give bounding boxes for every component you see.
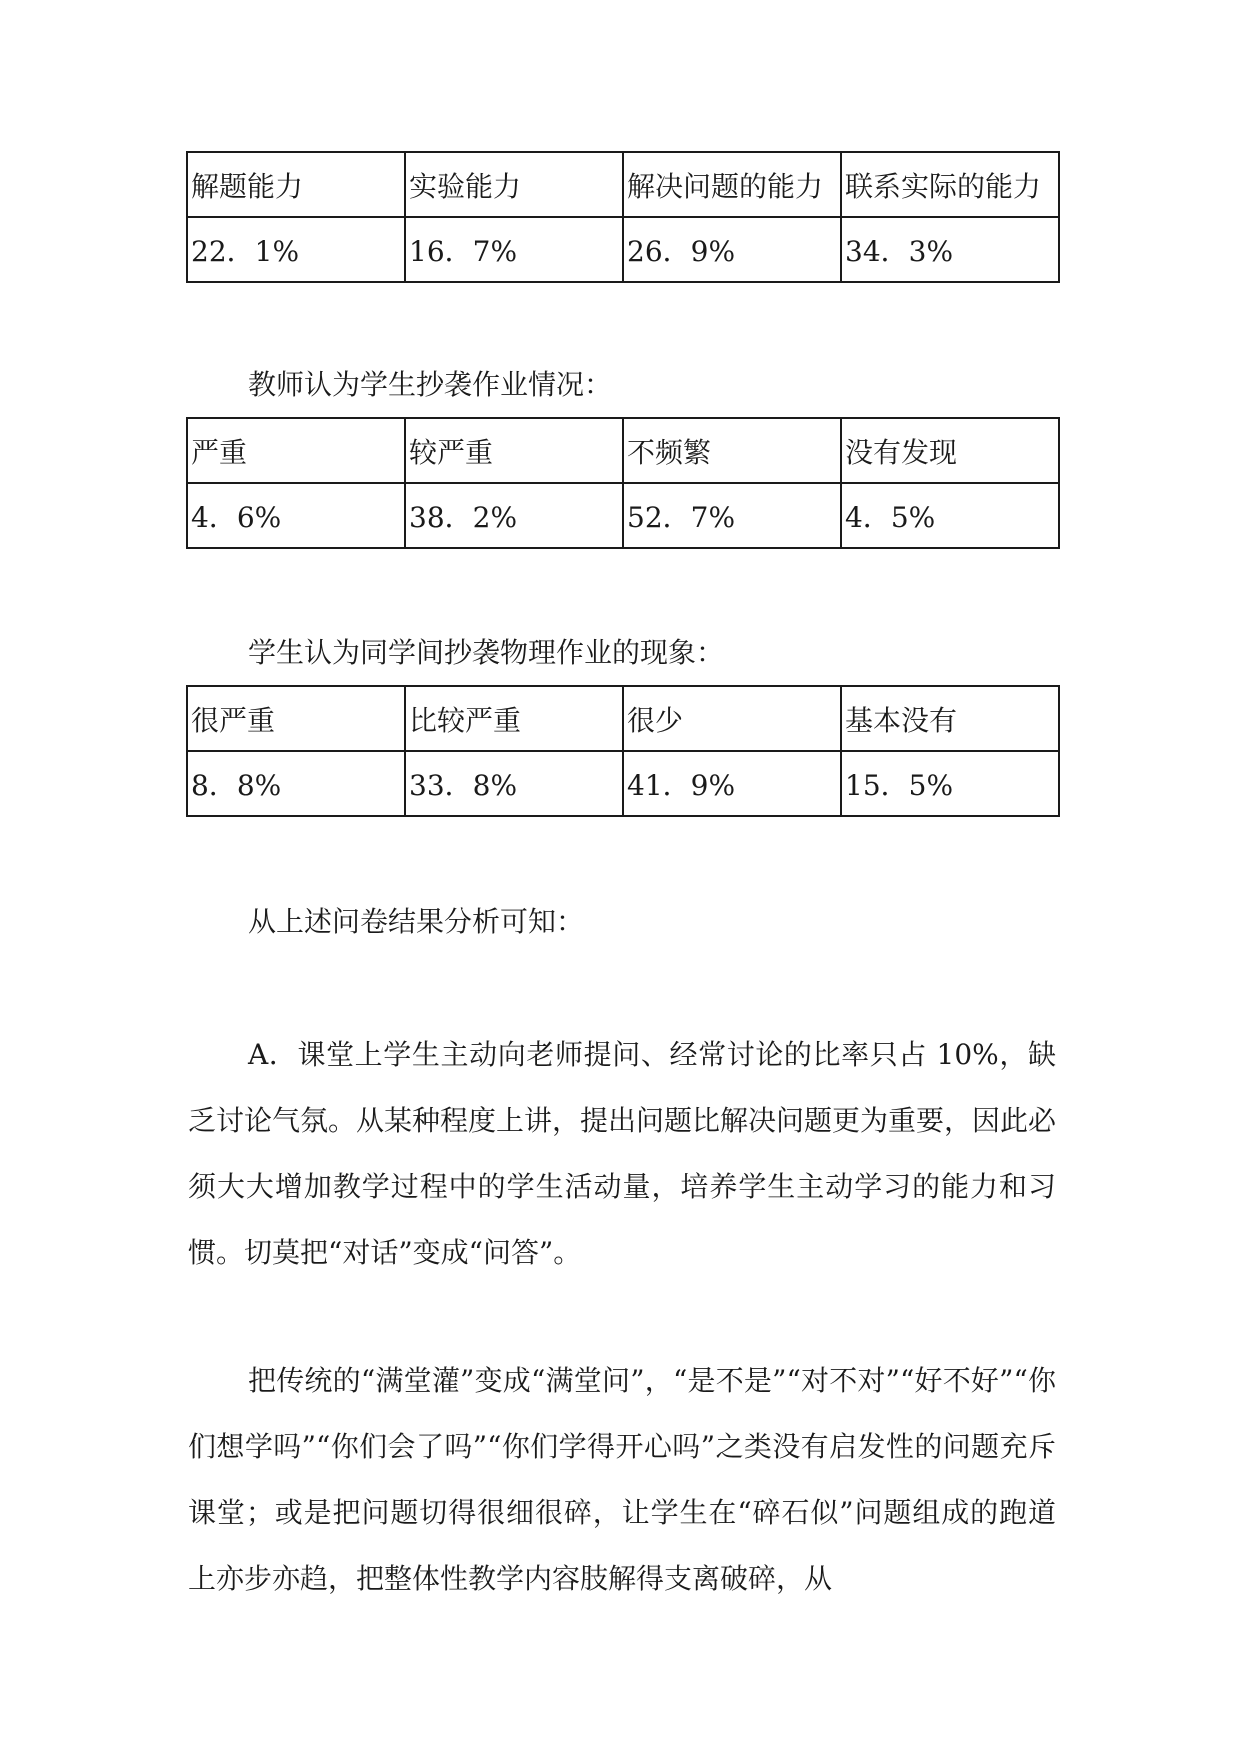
table-header-row xyxy=(187,686,1059,751)
table-value-row xyxy=(187,483,1059,548)
student-survey-caption: 学生认为同学间抄袭物理作业的现象： xyxy=(248,636,725,669)
table-value-row xyxy=(187,217,1059,282)
table-header-cell: 解决问题的能力 xyxy=(623,152,841,217)
table-value-cell: 33．8% xyxy=(405,751,623,816)
table-header-cell: 比较严重 xyxy=(405,686,623,751)
table-header-cell: 较严重 xyxy=(405,418,623,483)
table-value-cell: 26．9% xyxy=(623,217,841,282)
teacher-survey-caption: 教师认为学生抄袭作业情况： xyxy=(248,368,613,401)
paragraph-b: 把传统的“满堂灌”变成“满堂问”，“是不是”“对不对”“好不好”“你们想学吗”“你们会了吗”“你们学得开心吗”之类没有启发性的问题充斥课堂；或是把问题切得很细很碎，让学生在“碎石似”问题组成的跑道上亦步亦趋，把整体性教学内容肢解得支离破碎，从 xyxy=(188,1364,1056,1595)
table-header-cell: 没有发现 xyxy=(841,418,1059,483)
table-header-cell: 很少 xyxy=(623,686,841,751)
analysis-intro: 从上述问卷结果分析可知： xyxy=(248,905,585,938)
table-value-cell: 38．2% xyxy=(405,483,623,548)
table-header-cell: 联系实际的能力 xyxy=(841,152,1059,217)
table-value-cell: 8．8% xyxy=(187,751,405,816)
table-value-cell: 4．6% xyxy=(187,483,405,548)
table-value-cell: 4．5% xyxy=(841,483,1059,548)
table-header-cell: 不频繁 xyxy=(623,418,841,483)
table-value-cell: 16．7% xyxy=(405,217,623,282)
ability-table xyxy=(186,151,1060,283)
paragraph-a: A．课堂上学生主动向老师提问、经常讨论的比率只占 10%，缺乏讨论气氛。从某种程度上讲，提出问题比解决问题更为重要，因此必须大大增加教学过程中的学生活动量，培养学生主动学习的能力和习惯。切莫把“对话”变成“问答”。 xyxy=(188,1038,1057,1269)
table-header-cell: 严重 xyxy=(187,418,405,483)
table-value-row xyxy=(187,751,1059,816)
table-header-row xyxy=(187,418,1059,483)
table-value-cell: 52．7% xyxy=(623,483,841,548)
table-header-cell: 实验能力 xyxy=(405,152,623,217)
table-header-cell: 解题能力 xyxy=(187,152,405,217)
table-value-cell: 34．3% xyxy=(841,217,1059,282)
table-value-cell: 41．9% xyxy=(623,751,841,816)
table-header-cell: 很严重 xyxy=(187,686,405,751)
table-header-row xyxy=(187,152,1059,217)
table-header-cell: 基本没有 xyxy=(841,686,1059,751)
table-value-cell: 15．5% xyxy=(841,751,1059,816)
student-copying-table xyxy=(186,685,1060,817)
teacher-copying-table xyxy=(186,417,1060,549)
table-value-cell: 22．1% xyxy=(187,217,405,282)
